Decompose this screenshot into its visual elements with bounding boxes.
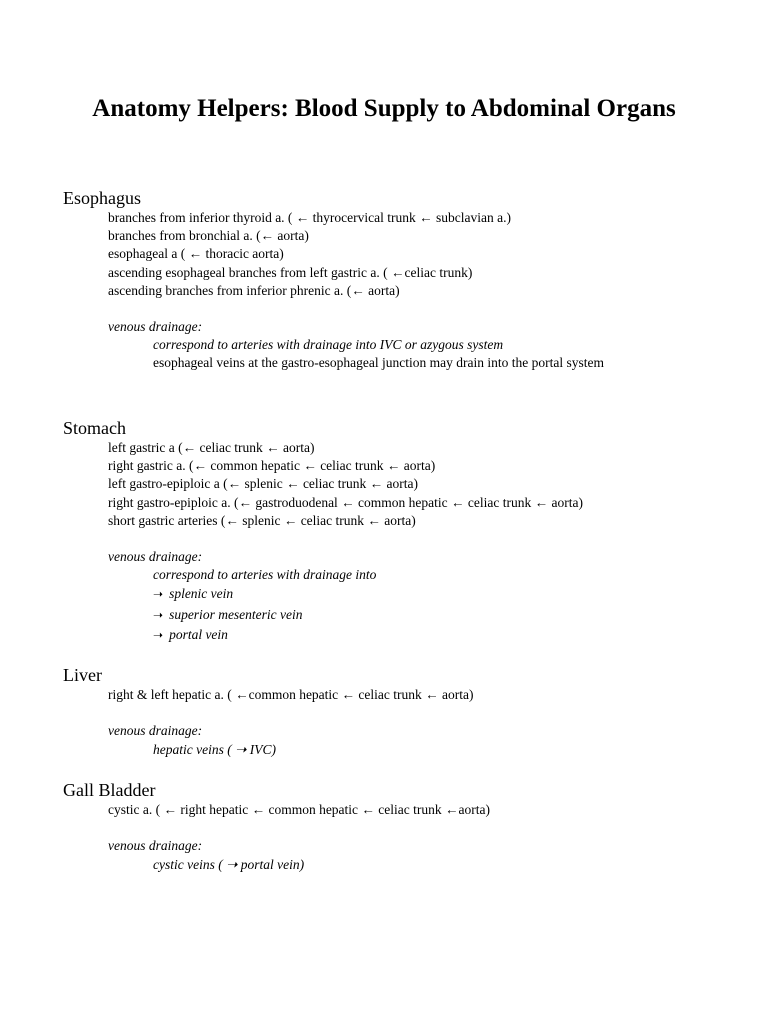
section-liver — [63, 664, 753, 761]
artery-line: branches from inferior thyroid a. ( ← thyrocervical trunk ← subclavian a.) — [108, 210, 511, 225]
venous-line: esophageal veins at the gastro-esophageal junction may drain into the portal system — [153, 355, 604, 371]
artery-line: right gastro-epiploic a. (← gastroduodenal ← common hepatic ← celiac trunk ← aorta) — [108, 494, 583, 510]
section-heading-liver: Liver — [63, 665, 102, 685]
section-heading-gall-bladder: Gall Bladder — [63, 780, 156, 800]
venous-target: ➝ superior mesenteric vein — [63, 605, 753, 625]
artery-line: short gastric arteries (← splenic ← celiac trunk ← aorta) — [108, 512, 416, 528]
artery-line: ascending branches from inferior phrenic a. (← aorta) — [108, 282, 400, 298]
venous-target: ➝ splenic vein — [63, 584, 753, 604]
venous-line: cystic veins ( ➝ portal vein) — [153, 857, 305, 873]
venous-drainage-label: venous drainage: — [108, 838, 203, 854]
venous-line: correspond to arteries with drainage into — [153, 567, 377, 583]
section-stomach — [63, 417, 753, 645]
artery-line: right & left hepatic a. ( ←common hepatic ← celiac trunk ← aorta) — [108, 687, 474, 702]
artery-line: ascending esophageal branches from left gastric a. ( ←celiac trunk) — [108, 264, 473, 280]
artery-line: left gastro-epiploic a (← splenic ← celiac trunk ← aorta) — [108, 476, 419, 492]
page-title: Anatomy Helpers: Blood Supply to Abdominal Organs — [92, 95, 676, 122]
venous-drainage-label: venous drainage: — [108, 548, 203, 564]
venous-line: hepatic veins ( ➝ IVC) — [153, 742, 277, 758]
artery-line: branches from bronchial a. (← aorta) — [108, 228, 309, 244]
venous-line: correspond to arteries with drainage into IVC or azygous system — [153, 337, 504, 353]
arrow-right-icon: ➝ — [153, 627, 164, 642]
arrow-right-icon: ➝ — [153, 587, 164, 602]
arrow-right-icon: ➝ — [153, 607, 164, 622]
artery-line: right gastric a. (← common hepatic ← celiac trunk ← aorta) — [108, 458, 436, 474]
artery-line: left gastric a (← celiac trunk ← aorta) — [108, 440, 315, 455]
artery-line: cystic a. ( ← right hepatic ← common hepatic ← celiac trunk ←aorta) — [108, 802, 490, 817]
section-heading-stomach: Stomach — [63, 418, 126, 438]
venous-drainage-label: venous drainage: — [108, 723, 203, 739]
section-esophagus — [63, 187, 753, 373]
section-heading-esophagus: Esophagus — [63, 188, 141, 208]
venous-target: ➝ portal vein — [63, 625, 753, 645]
section-gall-bladder — [63, 779, 753, 876]
venous-drainage-label: venous drainage: — [108, 318, 203, 334]
artery-line: esophageal a ( ← thoracic aorta) — [108, 246, 284, 262]
